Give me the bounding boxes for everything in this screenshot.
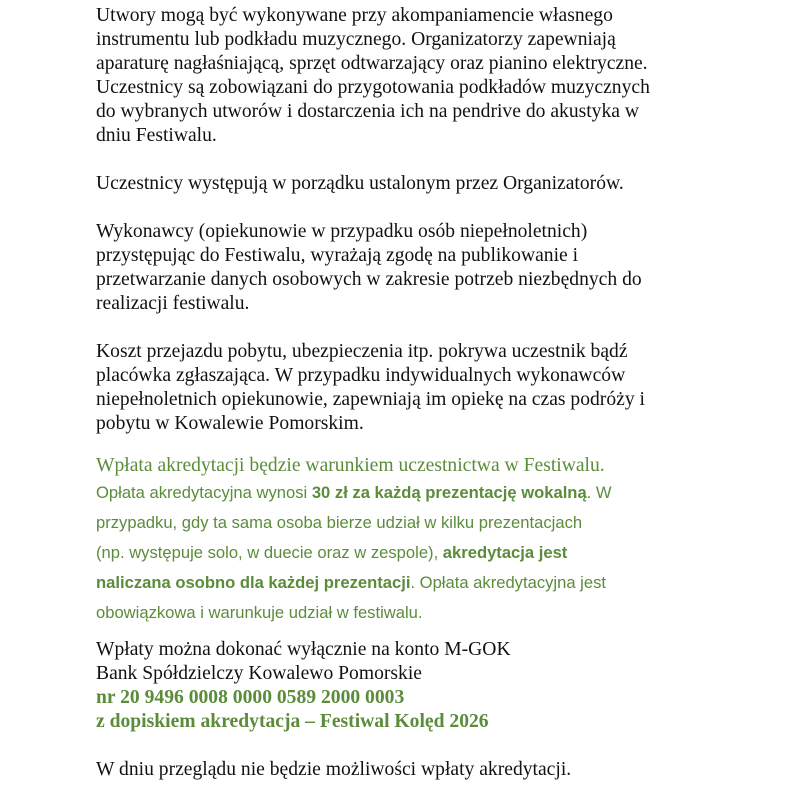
text-segment: obowiązkowa i warunkuje udział w festiwalu. xyxy=(96,603,423,622)
document-body xyxy=(96,4,776,782)
text-line xyxy=(96,598,776,628)
text-line xyxy=(96,638,776,662)
text-segment: Wykonawcy (opiekunowie w przypadku osób niepełnoletnich) xyxy=(96,221,588,242)
text-segment: Koszt przejazdu pobytu, ubezpieczenia itp. pokrywa uczestnik bądź xyxy=(96,341,628,362)
text-segment: placówka zgłaszająca. W przypadku indywidualnych wykonawców xyxy=(96,365,626,386)
text-segment: aparaturę nagłaśniającą, sprzęt odtwarzający oraz pianino elektryczne. xyxy=(96,53,648,74)
text-line xyxy=(96,454,776,478)
paragraph xyxy=(96,172,776,196)
text-line xyxy=(96,538,776,568)
paragraph-spacer xyxy=(96,316,776,340)
text-segment: . Opłata akredytacyjna jest xyxy=(410,573,606,592)
bold-text: nr 20 9496 0008 0000 0589 2000 0003 xyxy=(96,687,405,708)
text-line xyxy=(96,710,776,734)
text-segment: (np. występuje solo, w duecie oraz w zespole), xyxy=(96,543,443,562)
text-segment: Wpłata akredytacji będzie warunkiem uczestnictwa w Festiwalu. xyxy=(96,455,605,476)
text-line xyxy=(96,412,776,436)
text-segment: Uczestnicy są zobowiązani do przygotowania podkładów muzycznych xyxy=(96,77,650,98)
text-segment: przystępując do Festiwalu, wyrażają zgodę na publikowanie i xyxy=(96,245,579,266)
text-segment: Bank Spółdzielczy Kowalewo Pomorskie xyxy=(96,663,422,684)
paragraph xyxy=(96,220,776,316)
text-segment: realizacji festiwalu. xyxy=(96,293,250,314)
text-line xyxy=(96,364,776,388)
text-line xyxy=(96,220,776,244)
text-line xyxy=(96,568,776,598)
paragraph xyxy=(96,4,776,148)
text-segment: pobytu w Kowalewie Pomorskim. xyxy=(96,413,364,434)
bold-text: naliczana osobno dla każdej prezentacji xyxy=(96,573,411,592)
text-line xyxy=(96,508,776,538)
text-segment: Utwory mogą być wykonywane przy akompaniamencie własnego xyxy=(96,5,613,26)
text-segment: . W xyxy=(586,483,612,502)
text-segment: Opłata akredytacyjna wynosi xyxy=(96,483,312,502)
text-segment: przetwarzanie danych osobowych w zakresie potrzeb niezbędnych do xyxy=(96,269,642,290)
text-line xyxy=(96,52,776,76)
paragraph xyxy=(96,758,776,782)
paragraph-spacer xyxy=(96,628,776,638)
paragraph-spacer xyxy=(96,734,776,758)
paragraph xyxy=(96,478,776,628)
text-line xyxy=(96,76,776,100)
text-line xyxy=(96,268,776,292)
text-segment: instrumentu lub podkładu muzycznego. Organizatorzy zapewniają xyxy=(96,29,616,50)
paragraph xyxy=(96,340,776,436)
text-line xyxy=(96,478,776,508)
text-segment: W dniu przeglądu nie będzie możliwości wpłaty akredytacji. xyxy=(96,759,572,780)
text-segment: Wpłaty można dokonać wyłącznie na konto M-GOK xyxy=(96,639,511,660)
bold-text: z dopiskiem akredytacja – Festiwal Kolęd 2026 xyxy=(96,711,489,732)
text-segment: do wybranych utworów i dostarczenia ich na pendrive do akustyka w xyxy=(96,101,640,122)
paragraph-spacer xyxy=(96,436,776,454)
text-line xyxy=(96,4,776,28)
bold-text: 30 zł za każdą prezentację wokalną xyxy=(311,483,587,502)
text-line xyxy=(96,388,776,412)
paragraph xyxy=(96,638,776,734)
text-line xyxy=(96,172,776,196)
paragraph-spacer xyxy=(96,196,776,220)
text-line xyxy=(96,100,776,124)
text-line xyxy=(96,758,776,782)
text-line xyxy=(96,244,776,268)
text-line xyxy=(96,124,776,148)
paragraph xyxy=(96,454,776,478)
text-line xyxy=(96,28,776,52)
paragraph-spacer xyxy=(96,148,776,172)
text-segment: Uczestnicy występują w porządku ustalonym przez Organizatorów. xyxy=(96,173,624,194)
text-segment: dniu Festiwalu. xyxy=(96,125,217,146)
text-line xyxy=(96,340,776,364)
text-segment: przypadku, gdy ta sama osoba bierze udział w kilku prezentacjach xyxy=(96,513,583,532)
text-line xyxy=(96,292,776,316)
text-line xyxy=(96,662,776,686)
bold-text: akredytacja jest xyxy=(442,543,568,562)
text-line xyxy=(96,686,776,710)
text-segment: niepełnoletnich opiekunowie, zapewniają im opiekę na czas podróży i xyxy=(96,389,645,410)
